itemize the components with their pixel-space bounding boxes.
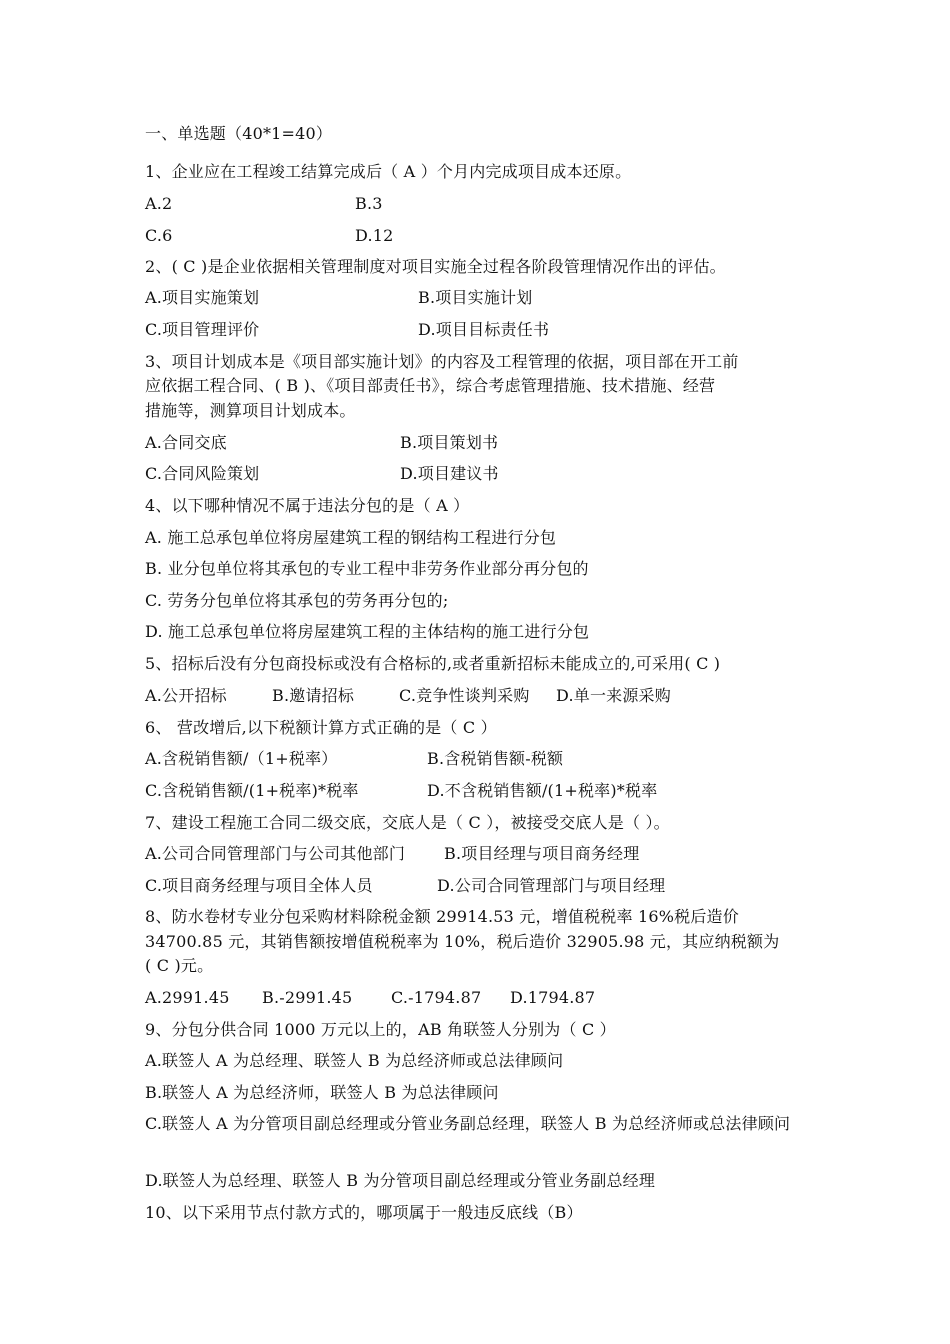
q6-option-d: D.不含税销售额/(1+税率)*税率 [427,781,658,800]
q8-option-d: D.1794.87 [510,988,596,1007]
q6-option-a: A.含税销售额/（1+税率） [145,749,338,768]
q2-option-d: D.项目目标责任书 [418,320,550,339]
q7-option-d: D.公司合同管理部门与项目经理 [437,876,666,895]
q2-option-c: C.项目管理评价 [145,320,260,339]
question-8-stem-line-3: ( C )元。 [145,956,214,975]
question-10-stem: 10、以下采用节点付款方式的，哪项属于一般违反底线（B） [145,1203,583,1222]
q5-option-c: C.竞争性谈判采购 [399,686,530,705]
q9-option-c: C.联签人 A 为分管项目副总经理或分管业务副总经理，联签人 B 为总经济师或总法律顾问 [145,1114,791,1133]
question-2-stem: 2、( C )是企业依据相关管理制度对项目实施全过程各阶段管理情况作出的评估。 [145,257,726,276]
section-title: 一、单选题（40*1=40） [145,124,333,143]
q3-option-d: D.项目建议书 [400,464,499,483]
question-3-stem-line-1: 3、项目计划成本是《项目部实施计划》的内容及工程管理的依据，项目部在开工前 [145,352,739,371]
q5-option-b: B.邀请招标 [272,686,355,705]
question-8-stem-line-2: 34700.85 元，其销售额按增值税税率为 10%，税后造价 32905.98 元，其应纳税额为 [145,932,780,951]
question-1-stem: 1、企业应在工程竣工结算完成后（ A ）个月内完成项目成本还原。 [145,162,632,181]
q2-option-b: B.项目实施计划 [418,288,533,307]
q3-option-b: B.项目策划书 [400,433,499,452]
q9-option-a: A.联签人 A 为总经理、联签人 B 为总经济师或总法律顾问 [145,1051,564,1070]
q1-option-b: B.3 [355,194,383,213]
question-3-stem-line-3: 措施等，测算项目计划成本。 [145,401,356,420]
q5-option-a: A.公开招标 [145,686,227,705]
q3-option-c: C.合同风险策划 [145,464,260,483]
question-5-stem: 5、招标后没有分包商投标或没有合格标的,或者重新招标未能成立的,可采用( C ) [145,654,721,673]
question-7-stem: 7、建设工程施工合同二级交底，交底人是（ C ），被接受交底人是（ ）。 [145,813,670,832]
q6-option-c: C.含税销售额/(1+税率)*税率 [145,781,359,800]
question-9-stem: 9、分包分供合同 1000 万元以上的，AB 角联签人分别为（ C ） [145,1020,616,1039]
q5-option-d: D.单一来源采购 [556,686,671,705]
q8-option-b: B.-2991.45 [262,988,353,1007]
question-8-stem-line-1: 8、防水卷材专业分包采购材料除税金额 29914.53 元，增值税税率 16%税后造价 [145,907,739,926]
q2-option-a: A.项目实施策划 [145,288,260,307]
q1-option-d: D.12 [355,226,394,245]
q1-option-a: A.2 [145,194,173,213]
q4-option-c: C. 劳务分包单位将其承包的劳务再分包的; [145,591,449,610]
question-3-stem-line-2: 应依据工程合同、( B )、《项目部责任书》，综合考虑管理措施、技术措施、经营 [145,376,716,395]
question-4-stem: 4、以下哪种情况不属于违法分包的是（ A ） [145,496,470,515]
q9-option-b: B.联签人 A 为总经济师，联签人 B 为总法律顾问 [145,1083,499,1102]
q7-option-c: C.项目商务经理与项目全体人员 [145,876,373,895]
question-6-stem: 6、 营改增后,以下税额计算方式正确的是（ C ） [145,718,497,737]
q6-option-b: B.含税销售额-税额 [427,749,564,768]
q3-option-a: A.合同交底 [145,433,227,452]
q8-option-a: A.2991.45 [145,988,230,1007]
q7-option-a: A.公司合同管理部门与公司其他部门 [145,844,406,863]
q4-option-a: A. 施工总承包单位将房屋建筑工程的钢结构工程进行分包 [145,528,557,547]
q8-option-c: C.-1794.87 [391,988,482,1007]
q7-option-b: B.项目经理与项目商务经理 [444,844,640,863]
q1-option-c: C.6 [145,226,173,245]
q4-option-b: B. 业分包单位将其承包的专业工程中非劳务作业部分再分包的 [145,559,589,578]
q9-option-d: D.联签人为总经理、联签人 B 为分管项目副总经理或分管业务副总经理 [145,1171,656,1190]
q4-option-d: D. 施工总承包单位将房屋建筑工程的主体结构的施工进行分包 [145,622,590,641]
